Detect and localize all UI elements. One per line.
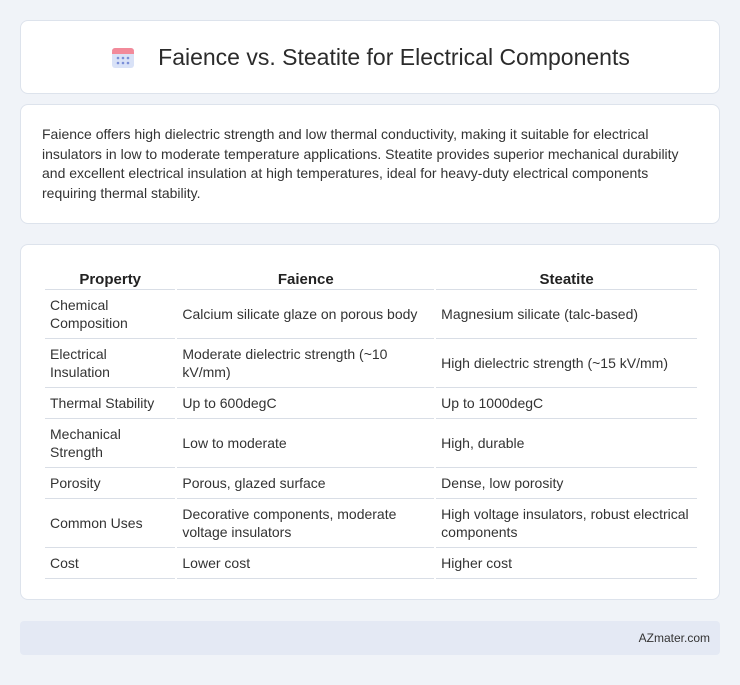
steatite-cell: High voltage insulators, robust electrical components <box>436 499 697 548</box>
faience-cell: Low to moderate <box>177 419 434 468</box>
steatite-cell: Higher cost <box>436 548 697 579</box>
table-row <box>45 339 697 388</box>
comparison-table-card <box>20 244 720 600</box>
footer-site-label[interactable]: AZmater.com <box>638 631 710 645</box>
summary-card <box>20 104 720 224</box>
table-row <box>45 419 697 468</box>
property-cell: Electrical Insulation <box>45 339 175 388</box>
column-header-steatite: Steatite <box>436 265 697 290</box>
faience-cell: Up to 600degC <box>177 388 434 419</box>
property-cell: Common Uses <box>45 499 175 548</box>
steatite-cell: Magnesium silicate (talc-based) <box>436 290 697 339</box>
faience-cell: Lower cost <box>177 548 434 579</box>
faience-cell: Moderate dielectric strength (~10 kV/mm) <box>177 339 434 388</box>
table-row <box>45 388 697 419</box>
steatite-cell: Dense, low porosity <box>436 468 697 499</box>
property-cell: Chemical Composition <box>45 290 175 339</box>
page-title: Faience vs. Steatite for Electrical Components <box>158 43 630 70</box>
property-cell: Mechanical Strength <box>45 419 175 468</box>
table-header-row <box>45 265 697 290</box>
column-header-property: Property <box>45 265 175 290</box>
property-cell: Cost <box>45 548 175 579</box>
steatite-cell: Up to 1000degC <box>436 388 697 419</box>
steatite-cell: High dielectric strength (~15 kV/mm) <box>436 339 697 388</box>
faience-cell: Porous, glazed surface <box>177 468 434 499</box>
faience-cell: Calcium silicate glaze on porous body <box>177 290 434 339</box>
faience-cell: Decorative components, moderate voltage insulators <box>177 499 434 548</box>
title-card <box>20 20 720 94</box>
table-row <box>45 499 697 548</box>
table-row <box>45 468 697 499</box>
steatite-cell: High, durable <box>436 419 697 468</box>
calendar-icon <box>110 44 136 70</box>
property-cell: Thermal Stability <box>45 388 175 419</box>
table-row <box>45 290 697 339</box>
summary-text: Faience offers high dielectric strength and low thermal conductivity, making it suitable for electrical insulators in low to moderate temperature applications. Steatite provides superior mechanical durability and excellent electrical insulation at high temperatures, ideal for heavy-duty electrical components requiring thermal stability. <box>42 126 679 201</box>
property-cell: Porosity <box>45 468 175 499</box>
comparison-table <box>43 265 699 579</box>
table-row <box>45 548 697 579</box>
column-header-faience: Faience <box>177 265 434 290</box>
footer <box>20 621 720 655</box>
